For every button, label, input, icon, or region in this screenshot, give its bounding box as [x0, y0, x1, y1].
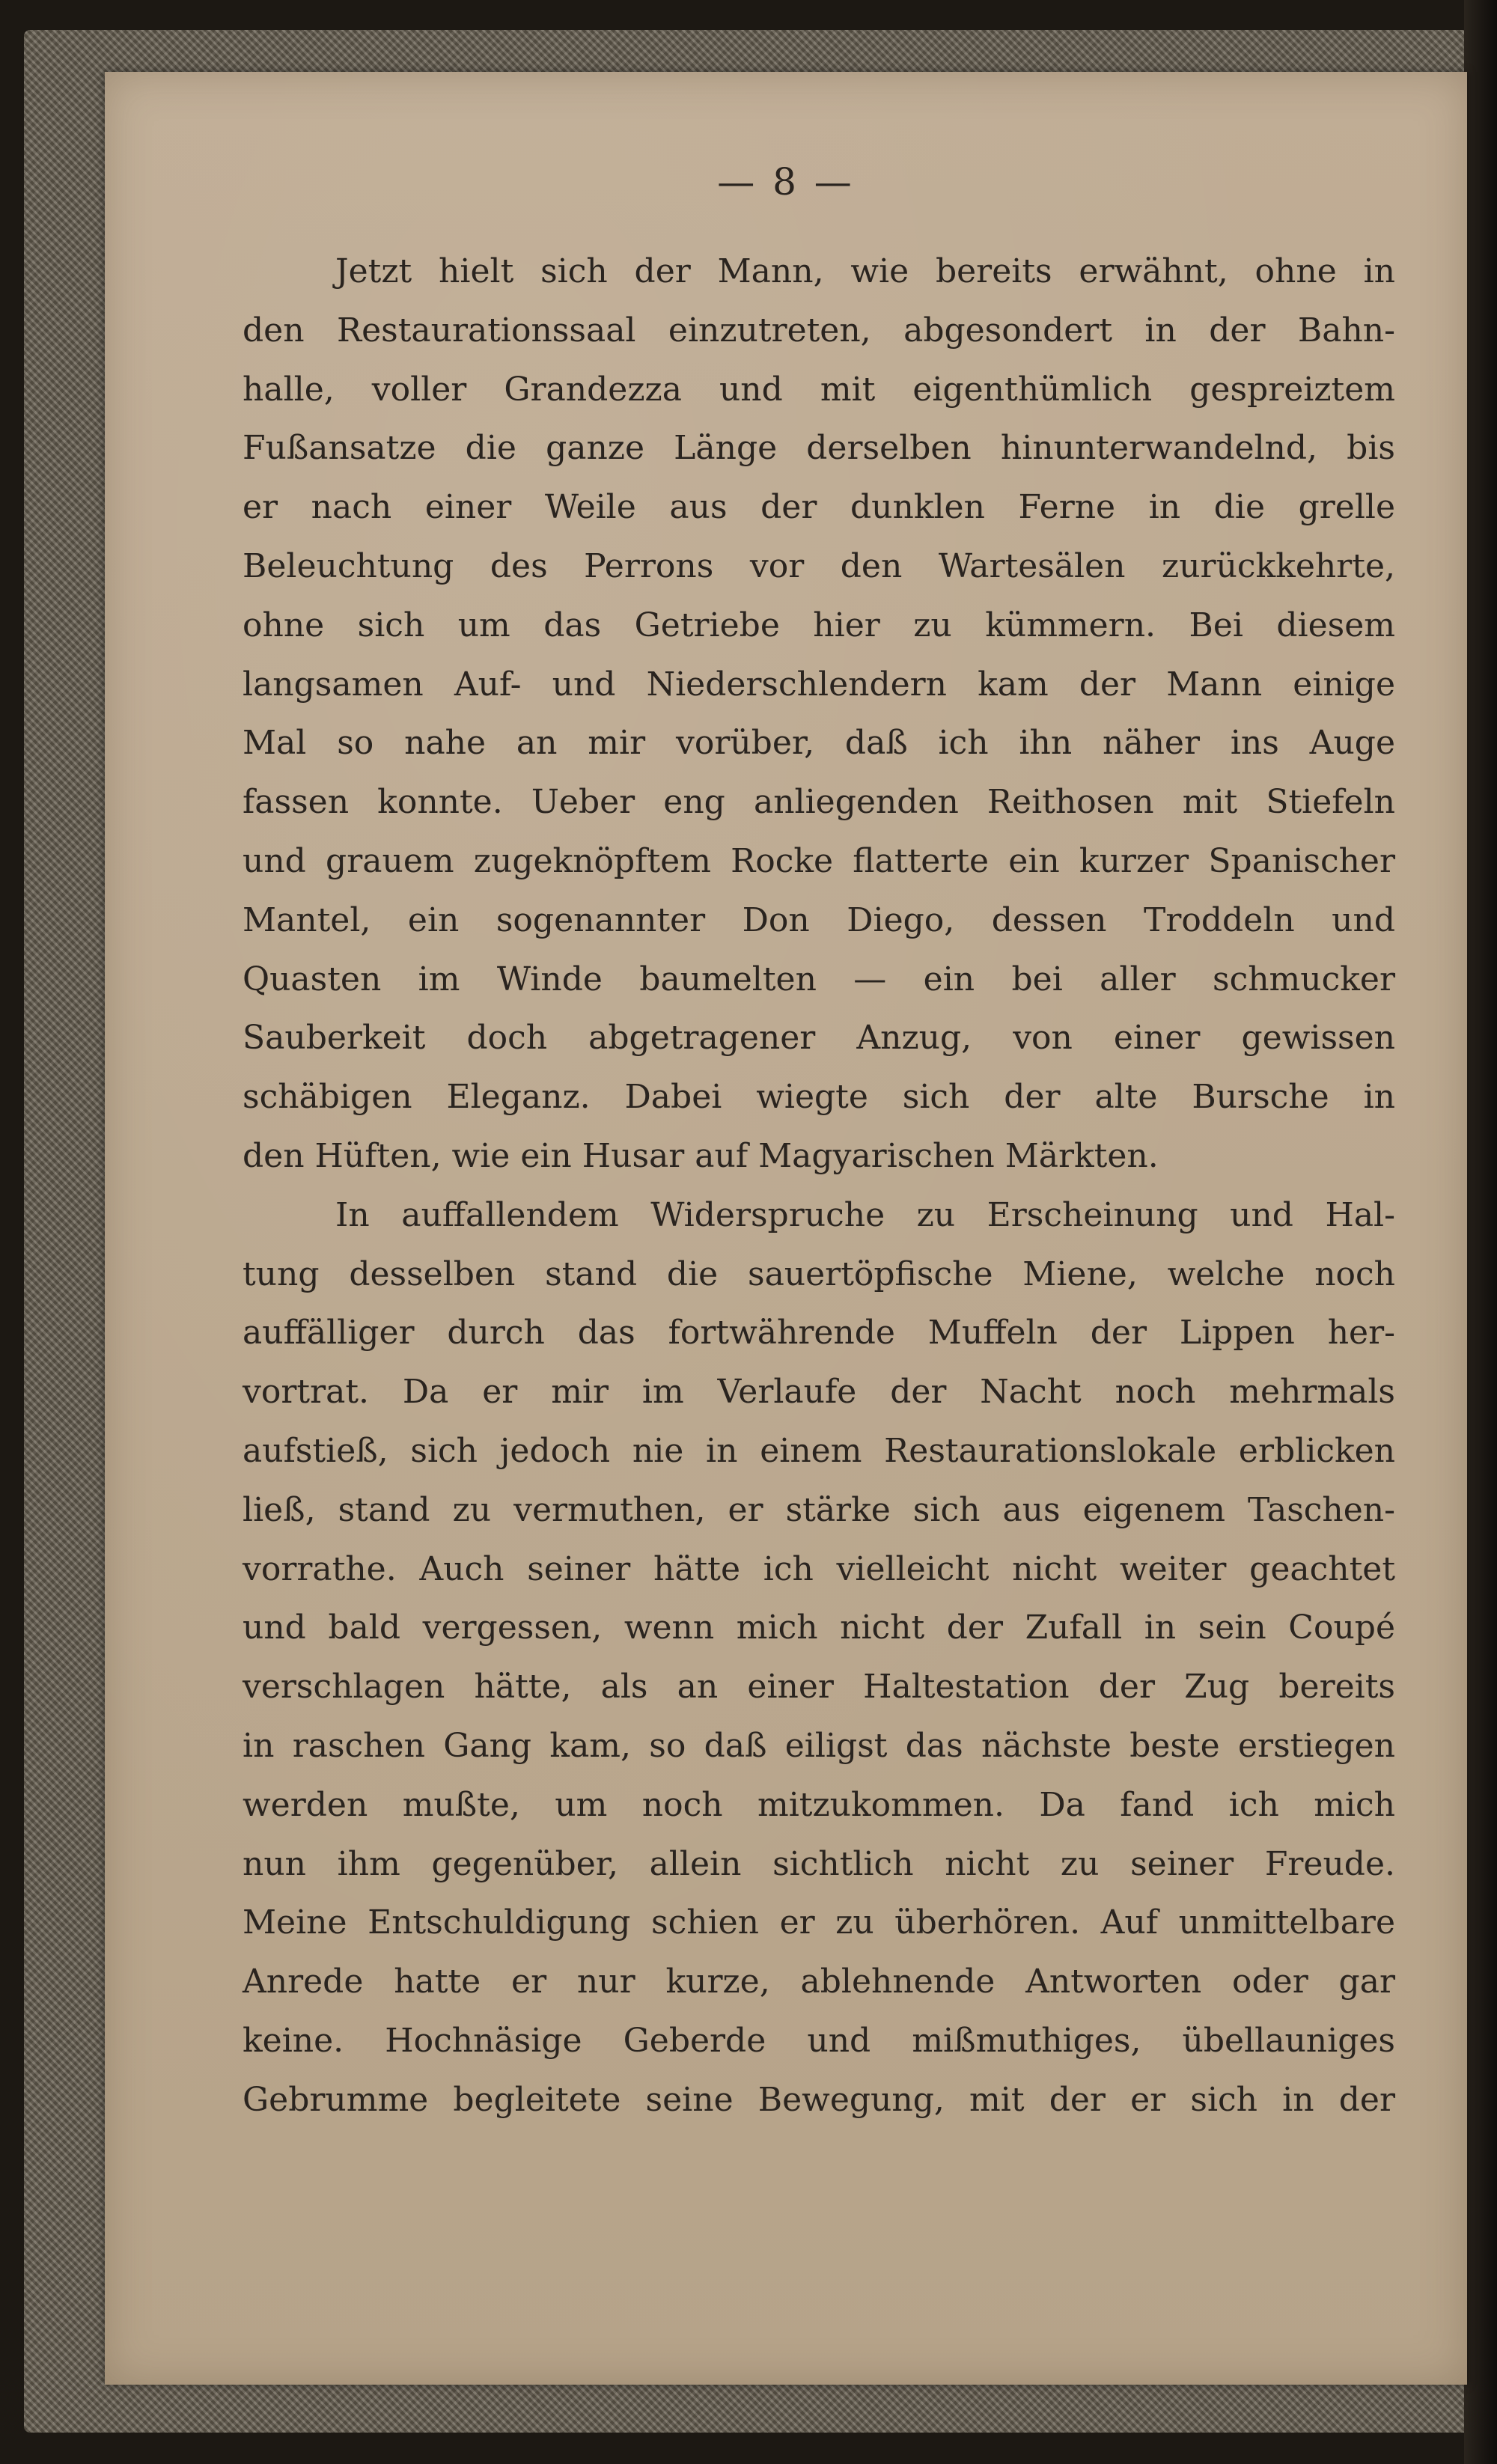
text-line: ließ, stand zu vermuthen, er stärke sich aus eigenem Taschen- [243, 1490, 1395, 1529]
text-line: vorrathe. Auch seiner hätte ich vielleicht nicht weiter geachtet [243, 1549, 1395, 1588]
text-line: keine. Hochnäsige Geberde und mißmuthiges, übellauniges [243, 2021, 1395, 2060]
text-line: werden mußte, um noch mitzukommen. Da fand ich mich [243, 1785, 1395, 1824]
text-line: tung desselben stand die sauertöpfische Miene, welche noch [243, 1254, 1395, 1293]
text-line: langsamen Auf- und Niederschlendern kam der Mann einige [243, 665, 1395, 704]
text-line: schäbigen Eleganz. Dabei wiegte sich der alte Bursche in [243, 1078, 1395, 1117]
text-line: Meine Entschuldigung schien er zu überhören. Auf unmittelbare [243, 1903, 1395, 1942]
text-line: und grauem zugeknöpftem Rocke flatterte ein kurzer Spanischer [243, 841, 1395, 880]
text-line: verschlagen hätte, als an einer Haltestation der Zug bereits [243, 1668, 1395, 1707]
body-text [243, 243, 1395, 2130]
text-line: Gebrumme begleitete seine Bewegung, mit der er sich in der [243, 2080, 1395, 2119]
text-line: In auffallendem Widerspruche zu Erscheinung und Hal- [335, 1195, 1395, 1234]
text-line: vortrat. Da er mir im Verlaufe der Nacht noch mehrmals [243, 1373, 1395, 1412]
page-number: — 8 — [717, 160, 855, 204]
text-line: aufstieß, sich jedoch nie in einem Restaurationslokale erblicken [243, 1431, 1395, 1470]
text-line: und bald vergessen, wenn mich nicht der Zufall in sein Coupé [243, 1608, 1395, 1647]
text-line: Quasten im Winde baumelten — ein bei aller schmucker [243, 960, 1395, 998]
text-line: auffälliger durch das fortwährende Muffeln der Lippen her- [243, 1314, 1395, 1353]
text-line: Anrede hatte er nur kurze, ablehnende Antworten oder gar [243, 1963, 1395, 2001]
book-spine-shadow [1464, 0, 1497, 2464]
text-line: ohne sich um das Getriebe hier zu kümmern. Bei diesem [243, 606, 1395, 644]
book-page [105, 72, 1467, 2385]
text-line: Mantel, ein sogenannter Don Diego, dessen Troddeln und [243, 900, 1395, 939]
text-line: fassen konnte. Ueber eng anliegenden Reithosen mit Stiefeln [243, 783, 1395, 822]
text-line: Sauberkeit doch abgetragener Anzug, von einer gewissen [243, 1019, 1395, 1058]
text-line: halle, voller Grandezza und mit eigenthümlich gespreiztem [243, 370, 1395, 409]
text-line: Jetzt hielt sich der Mann, wie bereits erwähnt, ohne in [335, 252, 1395, 290]
text-line: er nach einer Weile aus der dunklen Ferne in die grelle [243, 488, 1395, 527]
text-line: Beleuchtung des Perrons vor den Wartesälen zurückkehrte, [243, 546, 1395, 585]
text-line: nun ihm gegenüber, allein sichtlich nicht zu seiner Freude. [243, 1844, 1395, 1883]
text-line: Mal so nahe an mir vorüber, daß ich ihn näher ins Auge [243, 724, 1395, 763]
text-line: Fußansatze die ganze Länge derselben hinunterwandelnd, bis [243, 429, 1395, 468]
text-line: den Restaurationssaal einzutreten, abgesondert in der Bahn- [243, 311, 1395, 350]
text-line: in raschen Gang kam, so daß eiligst das nächste beste erstiegen [243, 1726, 1395, 1765]
text-line: den Hüften, wie ein Husar auf Magyarischen Märkten. [243, 1136, 1159, 1175]
